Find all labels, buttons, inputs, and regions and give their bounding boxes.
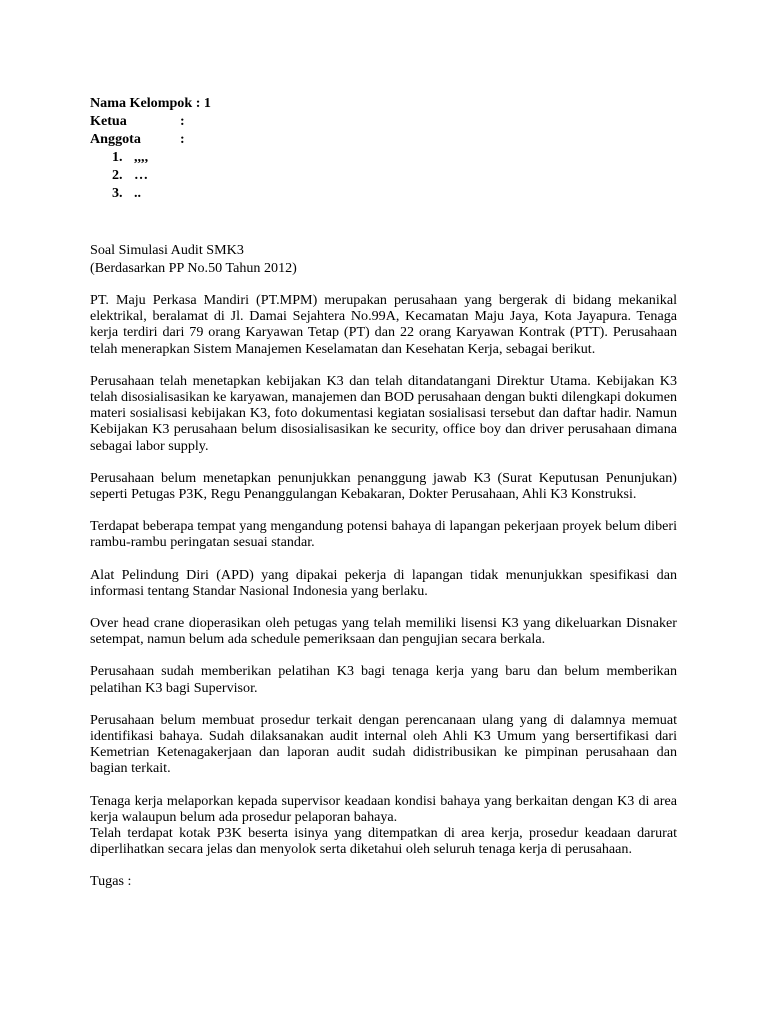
document-page [90, 94, 677, 890]
leader-label: Ketua [90, 113, 127, 129]
list-item [90, 148, 677, 166]
leader-row [90, 112, 677, 130]
paragraph-hazard-signs: Terdapat beberapa tempat yang mengandung potensi bahaya di lapangan pekerjaan proyek belum diberi rambu-rambu peringatan sesuai standar. [90, 518, 677, 551]
list-item [90, 184, 677, 202]
group-name [90, 94, 677, 112]
paragraph-appointment: Perusahaan belum menetapkan penunjukkan penanggung jawab K3 (Surat Keputusan Penunjukan) seperti Petugas P3K, Regu Penanggulangan Kebakaran, Dokter Perusahaan, Ahli K3 Konstruksi. [90, 469, 677, 503]
group-name-text: Nama Kelompok : 1 [90, 95, 211, 111]
paragraph-first-aid: Telah terdapat kotak P3K beserta isinya yang ditempatkan di area kerja, prosedur keadaan darurat diperlihatkan secara jelas dan menyolok serta diketahui oleh seluruh tenaga kerja di perusahaan. [90, 825, 677, 858]
list-item-number: 1. [112, 149, 123, 165]
list-item-value: ,,,, [134, 149, 149, 165]
paragraph-ppe: Alat Pelindung Diri (APD) yang dipakai pekerja di lapangan tidak menunjukkan spesifikasi dan informasi tentang Standar Nasional Indonesia yang berlaku. [90, 566, 677, 599]
leader-colon: : [180, 113, 185, 129]
list-item-value: .. [134, 185, 142, 201]
members-colon: : [180, 131, 185, 147]
paragraph-company: PT. Maju Perkasa Mandiri (PT.MPM) merupakan perusahaan yang bergerak di bidang mekanikal elektrikal, beralamat di Jl. Damai Sejahtera No.99A, Kecamatan Maju Jaya, Kota Jayapura. Tenaga kerja terdiri dari 79 orang Karyawan Tetap (PT) dan 22 orang Karyawan Kontrak (PTT). Perusahaan telah menerapkan Sistem Manajemen Keselamatan dan Kesehatan Kerja, sebagai berikut. [90, 292, 677, 357]
paragraph-policy: Perusahaan telah menetapkan kebijakan K3 dan telah ditandatangani Direktur Utama. Kebijakan K3 telah disosialisasikan ke karyawan, manajemen dan BOD perusahaan dengan bukti dilengkapi dokumen materi sosialisasi kebijakan K3, foto dokumentasi kegiatan sosialisasi tersebut dan daftar hadir. Namun Kebijakan K3 perusahaan belum disosialisasikan ke security, office boy dan driver perusahaan dimana sebagai labor supply. [90, 372, 677, 454]
list-item-value: … [134, 167, 149, 183]
paragraph-training: Perusahaan sudah memberikan pelatihan K3 bagi tenaga kerja yang baru dan belum memberikan pelatihan K3 bagi Supervisor. [90, 663, 677, 696]
spacer [90, 202, 677, 242]
members-row [90, 130, 677, 148]
list-item-number: 2. [112, 167, 123, 183]
list-item-number: 3. [112, 185, 123, 201]
paragraph-crane: Over head crane dioperasikan oleh petugas yang telah memiliki lisensi K3 yang dikeluarkan Disnaker setempat, namun belum ada schedule pemeriksaan dan pengujian secara berkala. [90, 615, 677, 648]
members-list [90, 148, 677, 202]
paragraph-reporting: Tenaga kerja melaporkan kepada supervisor keadaan kondisi bahaya yang berkaitan dengan K3 di area kerja walaupun belum ada prosedur pelaporan bahaya. [90, 792, 677, 825]
paragraph-tasks: Tugas : [90, 873, 132, 890]
document-title: Soal Simulasi Audit SMK3 [90, 242, 244, 258]
members-label: Anggota [90, 131, 141, 147]
list-item [90, 166, 677, 184]
document-subtitle: (Berdasarkan PP No.50 Tahun 2012) [90, 259, 297, 276]
paragraph-procedure: Perusahaan belum membuat prosedur terkait dengan perencanaan ulang yang di dalamnya memuat identifikasi bahaya. Sudah dilaksanakan audit internal oleh Ahli K3 Umum yang bersertifikasi dari Kemetrian Ketenagakerjaan dan laporan audit sudah didistribusikan ke pimpinan perusahaan dan bagian terkait. [90, 711, 677, 777]
